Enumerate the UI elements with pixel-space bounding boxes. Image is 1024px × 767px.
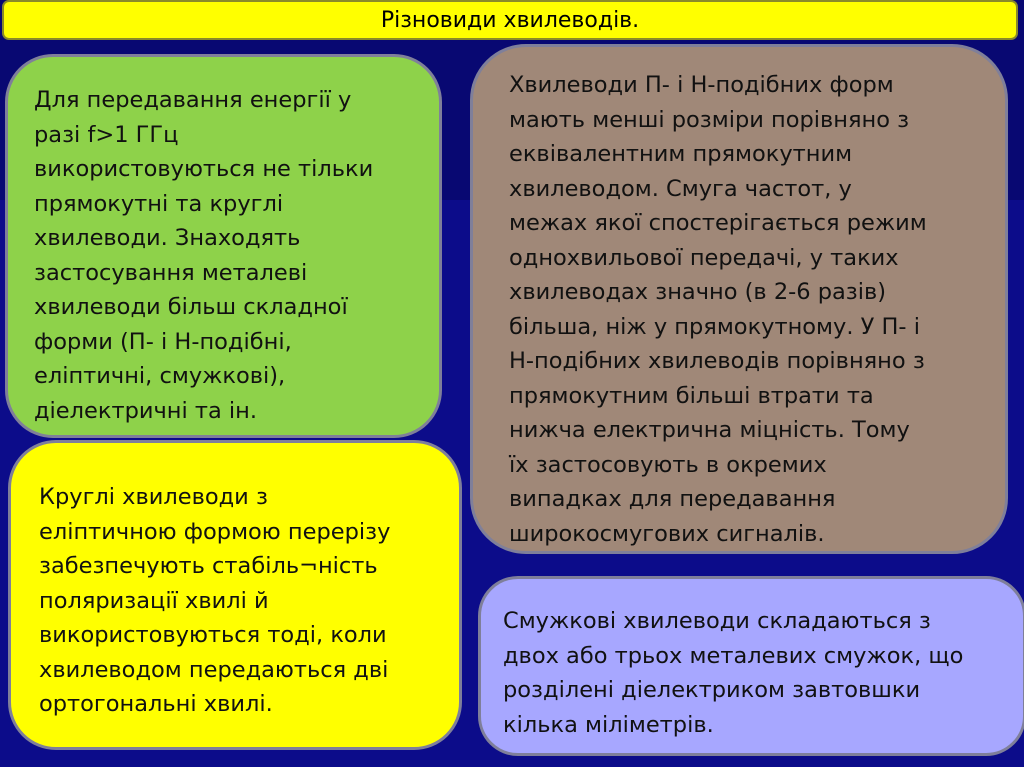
info-box-lilac-text: Смужкові хвилеводи складаються з двох або трьох металевих смужок, що розділені діелектриком завтовшки кілька міліметрів. <box>503 608 964 738</box>
info-box-yellow <box>8 440 462 750</box>
slide-title: Різновиди хвилеводів. <box>380 7 640 33</box>
info-box-yellow-text: Круглі хвилеводи з еліптичною формою перерізу забезпечують стабіль¬ність поляризації хвилі й використовуються тоді, коли хвилеводом передаються дві ортогональні хвилі. <box>39 484 391 717</box>
info-box-lilac <box>478 576 1024 756</box>
info-box-brown-text: Хвилеводи П- і Н-подібних форм мають менші розміри порівняно з еквівалентним прямокутним хвилеводом. Смуга частот, у межах якої спостерігається режим однохвильової передачі, у таких хвилеводах значно (в 2-6 разів) більша, ніж у прямокутному. У П- і Н-подібних хвилеводів порівняно з прямокутним більші втрати та нижча електрична міцність. Тому їх застосовують в окремих випадках для передавання широкосмугових сигналів. <box>509 72 927 547</box>
title-bar <box>2 0 1018 40</box>
info-box-brown <box>470 44 1008 554</box>
info-box-green-text: Для передавання енергії у разі f>1 ГГц використовуються не тільки прямокутні та круглі хвилеводи. Знаходять застосування металеві хвилеводи більш складної форми (П- і Н-подібні, еліптичні, смужкові), діелектричні та ін. <box>34 87 374 424</box>
info-box-green <box>5 54 442 438</box>
